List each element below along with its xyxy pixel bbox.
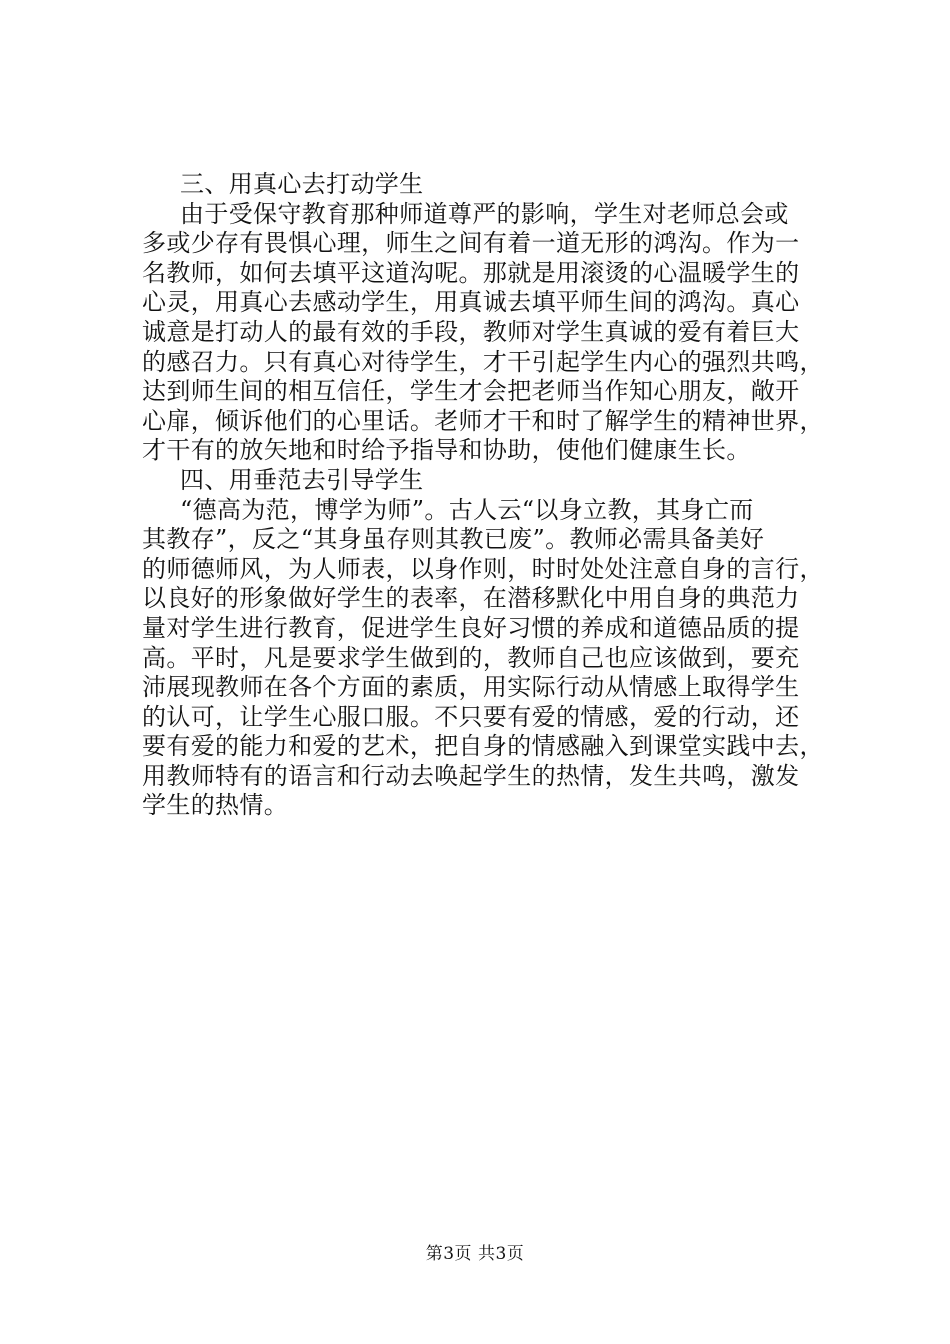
paragraph-line: 高。平时，凡是要求学生做到的，教师自己也应该做到，要充 [142,643,800,672]
paragraph-line: 用教师特有的语言和行动去唤起学生的热情，发生共鸣，激发 [142,761,800,790]
paragraph-line: 由于受保守教育那种师道尊严的影响，学生对老师总会或 [180,199,789,228]
paragraph-line: 的认可，让学生心服口服。不只要有爱的情感，爱的行动，还 [142,702,800,731]
section-3 [142,170,832,466]
paragraph-line: 心扉，倾诉他们的心里话。老师才干和时了解学生的精神世界， [142,406,824,435]
paragraph-line: 要有爱的能力和爱的艺术，把自身的情感融入到课堂实践中去， [142,732,824,761]
section-heading: 四、用垂范去引导学生 [180,465,424,494]
paragraph-line: 达到师生间的相互信任，学生才会把老师当作知心朋友，敞开 [142,377,800,406]
paragraph-line: 的师德师风，为人师表，以身作则，时时处处注意自身的言行， [142,554,824,583]
paragraph-line: 其教存”，反之“其身虽存则其教已废”。教师必需具备美好 [142,525,765,554]
paragraph-line: 的感召力。只有真心对待学生，才干引起学生内心的强烈共鸣， [142,347,824,376]
paragraph-line: 名教师，如何去填平这道沟呢。那就是用滚烫的心温暖学生的 [142,258,800,287]
section-heading: 三、用真心去打动学生 [180,170,424,198]
paragraph-line: 以良好的形象做好学生的表率，在潜移默化中用自身的典范力 [142,584,800,613]
page-number: 第3页 共3页 [425,1244,525,1264]
paragraph-line: 多或少存有畏惧心理，师生之间有着一道无形的鸿沟。作为一 [142,229,800,258]
paragraph-line: 沛展现教师在各个方面的素质，用实际行动从情感上取得学生 [142,673,800,702]
paragraph-line: 量对学生进行教育，促进学生良好习惯的养成和道德品质的提 [142,613,800,642]
section-4 [142,466,832,821]
paragraph-line: “德高为范，博学为师”。古人云“以身立教，其身亡而 [180,495,754,524]
document-body [142,170,832,821]
paragraph-line: 才干有的放矢地和时给予指导和协助，使他们健康生长。 [142,436,751,465]
paragraph-line: 诚意是打动人的最有效的手段，教师对学生真诚的爱有着巨大 [142,317,800,346]
paragraph-line: 学生的热情。 [142,791,289,820]
paragraph-line: 心灵，用真心去感动学生，用真诚去填平师生间的鸿沟。真心 [142,288,800,317]
